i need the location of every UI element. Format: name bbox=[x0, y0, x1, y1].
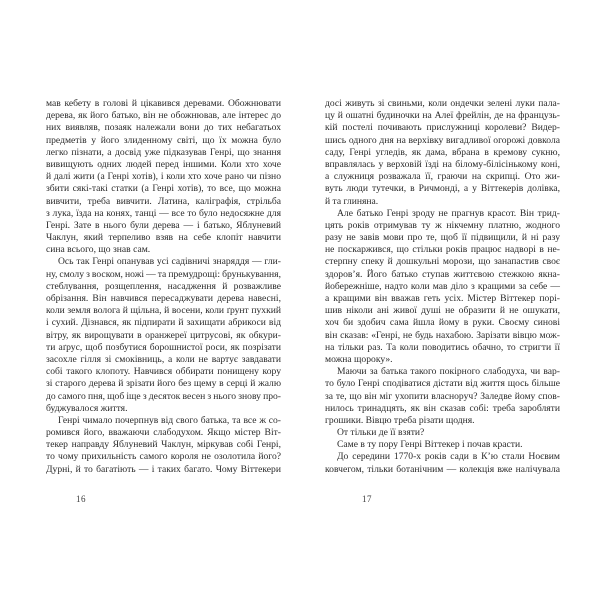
text-line: досі живуть зі свиньми, коли ондечки зелені луки пала- bbox=[325, 98, 560, 109]
text-line: обрізання. Він навчився пересаджувати дерева навесні, bbox=[46, 293, 281, 304]
text-line: предметів у його злиденному світі, що їх можна було bbox=[46, 134, 281, 146]
text-line: До середини 1770-х років сади в К’ю стали Ноєвим bbox=[337, 451, 560, 463]
text-line: й та глиняна. bbox=[325, 195, 379, 207]
text-line: коли земля волога й щільна, й восени, коли ґрунт пухкий bbox=[46, 305, 281, 317]
text-line: то чому прихильність самого короля не озолотила його? bbox=[46, 451, 281, 463]
text-line: збити сякі-такі статки (а Генрі хотів), то все, що можна bbox=[46, 183, 281, 195]
text-line: з лука, їзда на конях, танці — все то було недосяжне для bbox=[46, 207, 281, 219]
text-line: до самого пня, щоб іще з десяток весен з нього знову про- bbox=[46, 390, 281, 402]
text-line: зі старого дерева й зрізати його без щему в серці й жалю bbox=[46, 378, 281, 390]
text-line: і сухий. Дізнався, як підпирати й захищати абрикоси від bbox=[46, 317, 281, 329]
text-line: стерпну спеку й дошкульні морози, що занапастив своє bbox=[325, 256, 560, 268]
text-line: шись одного дня на верхівку вигадливої огорожі довкола bbox=[325, 134, 560, 146]
text-line: вітру, як вирощувати в оранжереї цитрусові, як обкури- bbox=[46, 329, 281, 341]
text-line: він сказав: «Генрі, не будь нахабою. Зарізати вівцю мож- bbox=[325, 329, 560, 341]
text-line: вивищують одних людей перед іншими. Коли хто хоче bbox=[46, 158, 281, 170]
text-line: нилось тринадцять, як він сказав собі: треба заробляти bbox=[325, 402, 560, 414]
text-line: йобережніше, надто коли мав діло з кращими за себе — bbox=[325, 280, 560, 292]
text-line: цу й ошатні будиночки на Алеї фрейлін, де на французь- bbox=[325, 110, 560, 122]
text-line: разу не завів мови про те, щоб її підвищили, й ні разу bbox=[325, 232, 560, 244]
text-line: От тільки де її взяти? bbox=[337, 427, 425, 439]
text-line: собі такого клопоту. Навчився оббирати понищену кору bbox=[46, 366, 281, 378]
text-line: Генрі чимало почерпнув від свого батька, та все ж со- bbox=[58, 414, 281, 426]
text-line: ну, смолу з воском, ножі — та премудрощі: брунькування, bbox=[46, 268, 281, 280]
text-line: текер направду Яблуневий Чаклун, міркував собі Генрі, bbox=[46, 439, 281, 451]
text-line: дерева, як його батько, він не обожнював, але інтерес до bbox=[46, 110, 281, 122]
text-line: цять років отримував ту ж нікчемну платню, жодного bbox=[325, 219, 560, 231]
text-line: ти аґрус, щоб позбутися борошнистої роси, як позрізати bbox=[46, 341, 281, 353]
text-line: мав кебету в голові й цікавився деревами. Обожнювати bbox=[46, 98, 281, 109]
text-line: ромився його, вважаючи слабодухом. Якщо містер Віт- bbox=[46, 427, 281, 439]
text-line: а кращими він вважав геть усіх. Містер Віттекер порі- bbox=[325, 293, 560, 304]
page-number-right: 17 bbox=[362, 494, 372, 504]
text-line: Генрі. Зате в нього були дерева — і батько, Яблуневий bbox=[46, 219, 281, 231]
text-line: Але батько Генрі зроду не прагнув красот. Він трид- bbox=[337, 207, 560, 219]
text-line: можна щороку». bbox=[325, 353, 393, 365]
text-line: здоров’я. Його батько ступав життєвою стежкою якна- bbox=[325, 268, 560, 280]
text-line: засохле гілля зі смоківниць, а коли не вартує завдавати bbox=[46, 353, 281, 365]
text-line: вправлялась у верховій їзді на білому-білісінькому коні, bbox=[325, 158, 560, 170]
text-line: Чаклун, який терпеливо взяв на себе клопіт навчити bbox=[46, 232, 281, 244]
text-line: на тільки раз. Та коли поводитись обачно, то стригти її bbox=[325, 341, 560, 353]
text-line: не поскаржився, що стільки років працює надворі в не- bbox=[325, 244, 560, 256]
page-number-left: 16 bbox=[76, 494, 86, 504]
text-line: хоч би здобич сама йшла йому в руки. Своєму синові bbox=[325, 317, 560, 329]
text-line: грошики. Вівцю треба різати щодня. bbox=[325, 414, 475, 426]
page-left bbox=[46, 98, 281, 476]
text-line: за те, що він міг ухопити власноруч? Заледве йому спов- bbox=[325, 390, 560, 402]
text-line: стеблування, розщеплення, насадження й розважливе bbox=[46, 280, 281, 292]
text-line: сина всього, що знав сам. bbox=[46, 244, 151, 256]
text-line: Ось так Генрі опанував усі садівничі знаряддя — гли- bbox=[58, 256, 281, 268]
text-line: й далі жити (а Генрі хотів), і коли хто хоче рано чи пізно bbox=[46, 171, 281, 183]
text-line: вивчити, треба вивчити. Латина, каліграфія, стрільба bbox=[46, 195, 281, 207]
text-line: буджувалося життя. bbox=[46, 402, 128, 414]
text-line: Саме в ту пору Генрі Віттекер і почав красти. bbox=[337, 439, 523, 451]
text-line: шив ніколи ані живої душі не образити й не ошукати, bbox=[325, 305, 560, 317]
text-line: кій постелі почивають прислужниці королеви? Видер- bbox=[325, 122, 560, 134]
text-line: саду, Генрі угледів, як дама, вбрана в кремову сукню, bbox=[325, 146, 560, 158]
text-line: вуть люди тутечки, в Ричмонді, а у Віттекерів долівка, bbox=[325, 183, 560, 195]
page-right bbox=[325, 98, 560, 476]
text-line: легко пізнати, а досвід уже підказував Генрі, що знання bbox=[46, 146, 281, 158]
text-line: то було Генрі сподіватися дістати від життя щось більше bbox=[325, 378, 560, 390]
text-line: них виявляв, позаяк належали вони до тих небагатьох bbox=[46, 122, 281, 134]
text-line: ковчегом, тільки ботанічним — колекція вже налічувала bbox=[325, 463, 560, 475]
text-line: Маючи за батька такого покірного слабодуха, чи вар- bbox=[337, 366, 560, 378]
text-line: Дурні, й то багатіють — і таких багато. Чому Віттекери bbox=[46, 463, 281, 475]
text-line: а служниця розважала її, граючи на скрипці. Ото жи- bbox=[325, 171, 560, 183]
